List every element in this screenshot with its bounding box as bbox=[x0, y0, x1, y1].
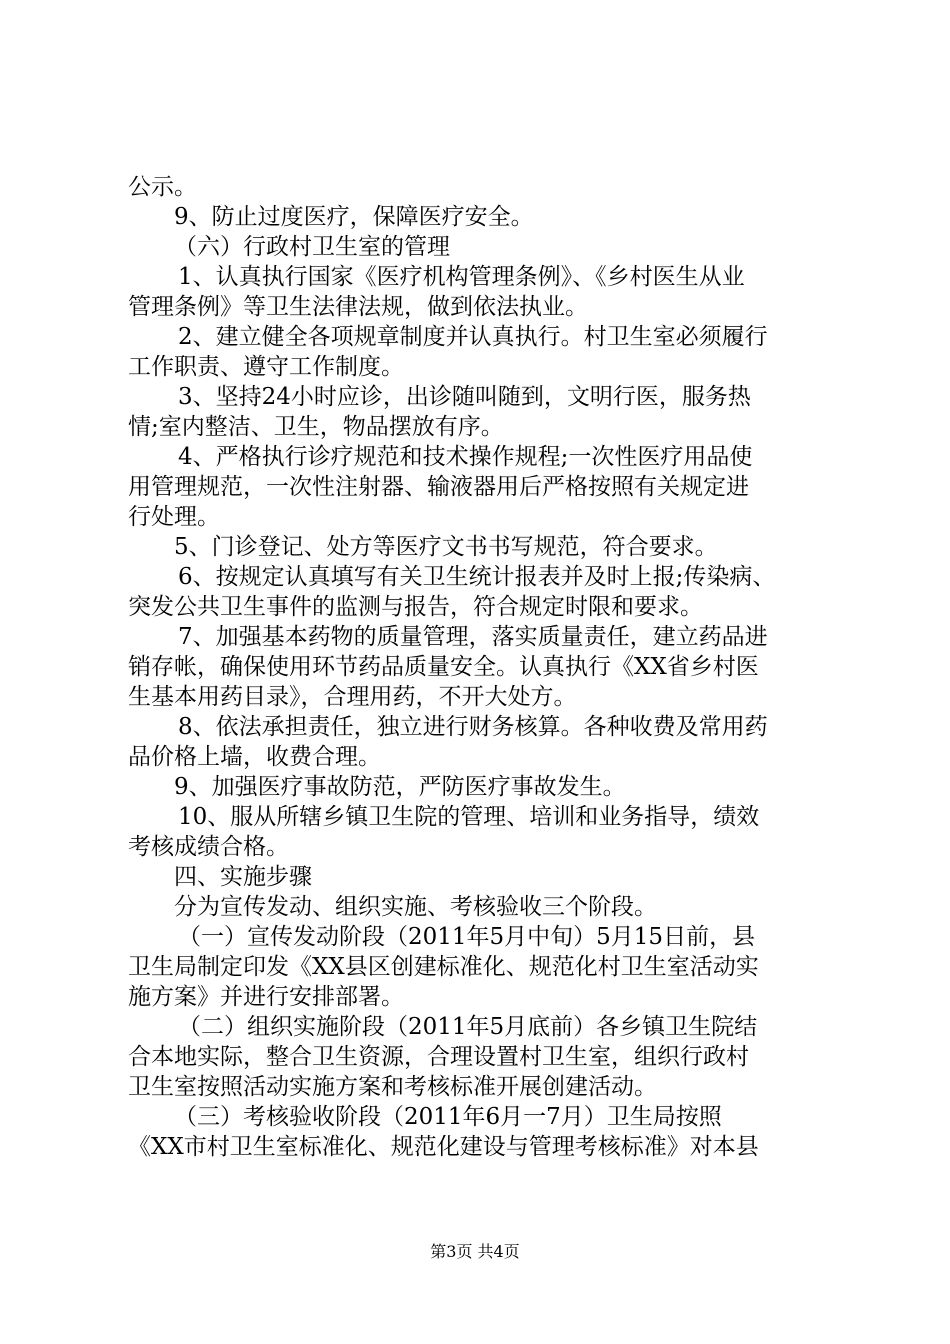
page-footer: 第3页 共4页 bbox=[430, 1242, 520, 1261]
text-line: 卫生室按照活动实施方案和考核标准开展创建活动。 bbox=[128, 1074, 657, 1100]
text-line: 情;室内整洁、卫生，物品摆放有序。 bbox=[128, 414, 504, 440]
text-line: 公示。 bbox=[128, 174, 197, 200]
text-line: 5、门诊登记、处方等医疗文书书写规范，符合要求。 bbox=[174, 534, 718, 560]
text-line: 四、实施步骤 bbox=[174, 864, 312, 890]
text-line: 生基本用药目录》，合理用药，不开大处方。 bbox=[128, 684, 577, 710]
text-line: 突发公共卫生事件的监测与报告，符合规定时限和要求。 bbox=[128, 594, 703, 620]
text-line: 施方案》并进行安排部署。 bbox=[128, 984, 404, 1010]
text-line: （六）行政村卫生室的管理 bbox=[174, 234, 450, 260]
text-line: （二）组织实施阶段（2011年5月底前）各乡镇卫生院结 bbox=[178, 1014, 758, 1040]
text-line: 3、坚持24小时应诊，出诊随叫随到，文明行医，服务热 bbox=[178, 384, 751, 410]
text-line: 10、服从所辖乡镇卫生院的管理、培训和业务指导，绩效 bbox=[178, 804, 760, 830]
text-line: 6、按规定认真填写有关卫生统计报表并及时上报;传染病、 bbox=[178, 564, 776, 590]
text-line: 合本地实际，整合卫生资源，合理设置村卫生室，组织行政村 bbox=[128, 1044, 749, 1070]
text-line: 4、严格执行诊疗规范和技术操作规程;一次性医疗用品使 bbox=[178, 444, 753, 470]
text-line: 卫生局制定印发《XX县区创建标准化、规范化村卫生室活动实 bbox=[128, 954, 759, 980]
text-line: 销存帐，确保使用环节药品质量安全。认真执行《XX省乡村医 bbox=[128, 654, 759, 680]
text-line: （三）考核验收阶段（2011年6月一7月）卫生局按照 bbox=[174, 1104, 722, 1130]
text-line: 9、防止过度医疗，保障医疗安全。 bbox=[174, 204, 534, 230]
text-line: 用管理规范，一次性注射器、输液器用后严格按照有关规定进 bbox=[128, 474, 749, 500]
text-line: 工作职责、遵守工作制度。 bbox=[128, 354, 404, 380]
document-body bbox=[128, 172, 828, 1162]
text-line: 管理条例》等卫生法律法规，做到依法执业。 bbox=[128, 294, 588, 320]
text-line: 分为宣传发动、组织实施、考核验收三个阶段。 bbox=[174, 894, 657, 920]
text-line: 9、加强医疗事故防范，严防医疗事故发生。 bbox=[174, 774, 626, 800]
text-line: 品价格上墙，收费合理。 bbox=[128, 744, 381, 770]
text-line: 7、加强基本药物的质量管理，落实质量责任，建立药品进 bbox=[178, 624, 768, 650]
text-line: 考核成绩合格。 bbox=[128, 834, 289, 860]
text-line: 8、依法承担责任，独立进行财务核算。各种收费及常用药 bbox=[178, 714, 768, 740]
text-line: （一）宣传发动阶段（2011年5月中旬）5月15日前，县 bbox=[178, 924, 756, 950]
text-line: 1、认真执行国家《医疗机构管理条例》、《乡村医生从业 bbox=[178, 264, 745, 290]
text-line: 2、建立健全各项规章制度并认真执行。村卫生室必须履行 bbox=[178, 324, 768, 350]
text-line: 《XX市村卫生室标准化、规范化建设与管理考核标准》对本县 bbox=[128, 1134, 759, 1160]
text-line: 行处理。 bbox=[128, 504, 220, 530]
